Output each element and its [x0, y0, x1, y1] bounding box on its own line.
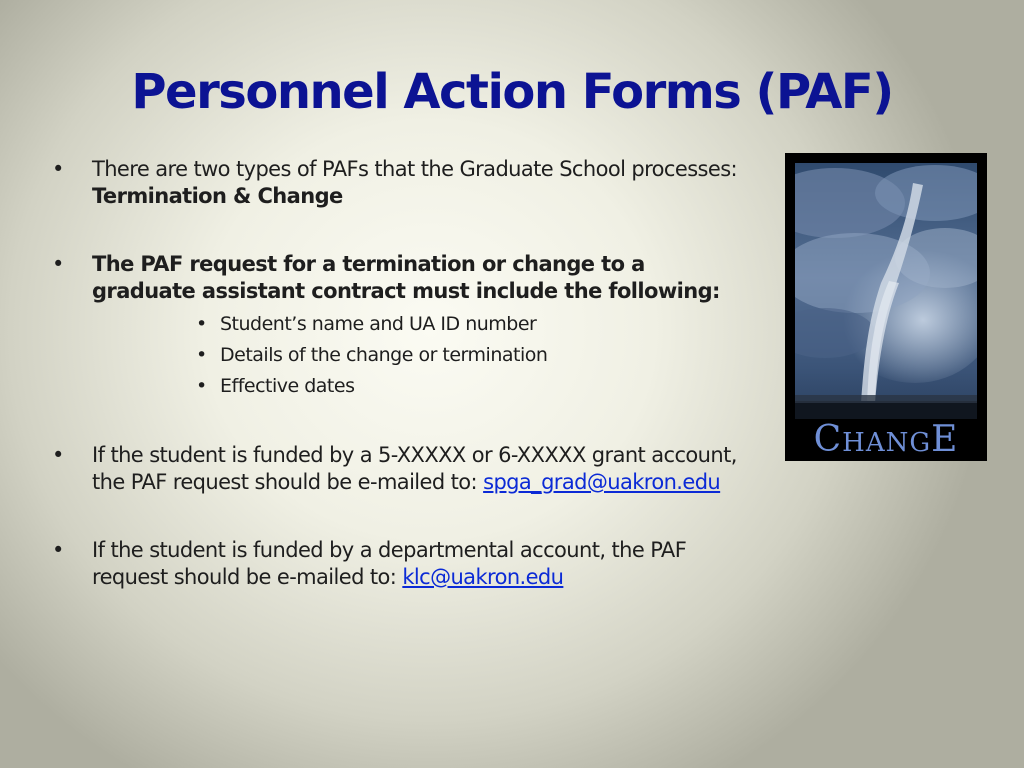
sub-bullet-dot: • [196, 313, 207, 335]
caption-middle: HANG [842, 428, 932, 458]
requirements-sublist [92, 309, 752, 402]
caption-first-letter: C [813, 419, 843, 460]
bullet-dot: • [52, 157, 64, 181]
tornado-illustration [795, 163, 977, 419]
bullet-item-paf-types [52, 156, 752, 210]
sub-bullet-student-name [196, 309, 752, 340]
caption-last-letter: E [931, 419, 959, 460]
bullet-dot: • [52, 252, 64, 276]
bullet-dot: • [52, 443, 64, 467]
bullet-item-requirements [52, 251, 752, 402]
slide-title: Personnel Action Forms (PAF) [131, 64, 893, 120]
change-poster [785, 153, 987, 461]
bullet-item-departmental-account [52, 537, 752, 591]
bullet-text: If the student is funded by a departmental account, the PAF request should be e-mailed to: [92, 538, 687, 589]
sub-bullet-dot: • [196, 375, 207, 397]
bullet-dot: • [52, 538, 64, 562]
sub-bullet-text: Details of the change or termination [220, 344, 548, 366]
email-link-klc[interactable]: klc@uakron.edu [402, 565, 564, 589]
sub-bullet-details [196, 340, 752, 371]
bullet-item-grant-account [52, 442, 752, 496]
bullet-bold-text: The PAF request for a termination or change to a graduate assistant contract must include the following: [92, 252, 720, 303]
bullet-bold-text: Termination & Change [92, 184, 343, 208]
bullet-list [52, 156, 752, 591]
bullet-text: If the student is funded by a 5-XXXXX or 6-XXXXX grant account, the PAF request should be e-mailed to: [92, 443, 737, 494]
email-link-spga-grad[interactable]: spga_grad@uakron.edu [483, 470, 721, 494]
sub-bullet-effective-dates [196, 371, 752, 402]
sub-bullet-text: Effective dates [220, 375, 355, 397]
sub-bullet-dot: • [196, 344, 207, 366]
bullet-text: There are two types of PAFs that the Graduate School processes: [92, 157, 738, 181]
change-caption [785, 419, 987, 461]
sub-bullet-text: Student’s name and UA ID number [220, 313, 537, 335]
tornado-storm-image [795, 163, 977, 419]
